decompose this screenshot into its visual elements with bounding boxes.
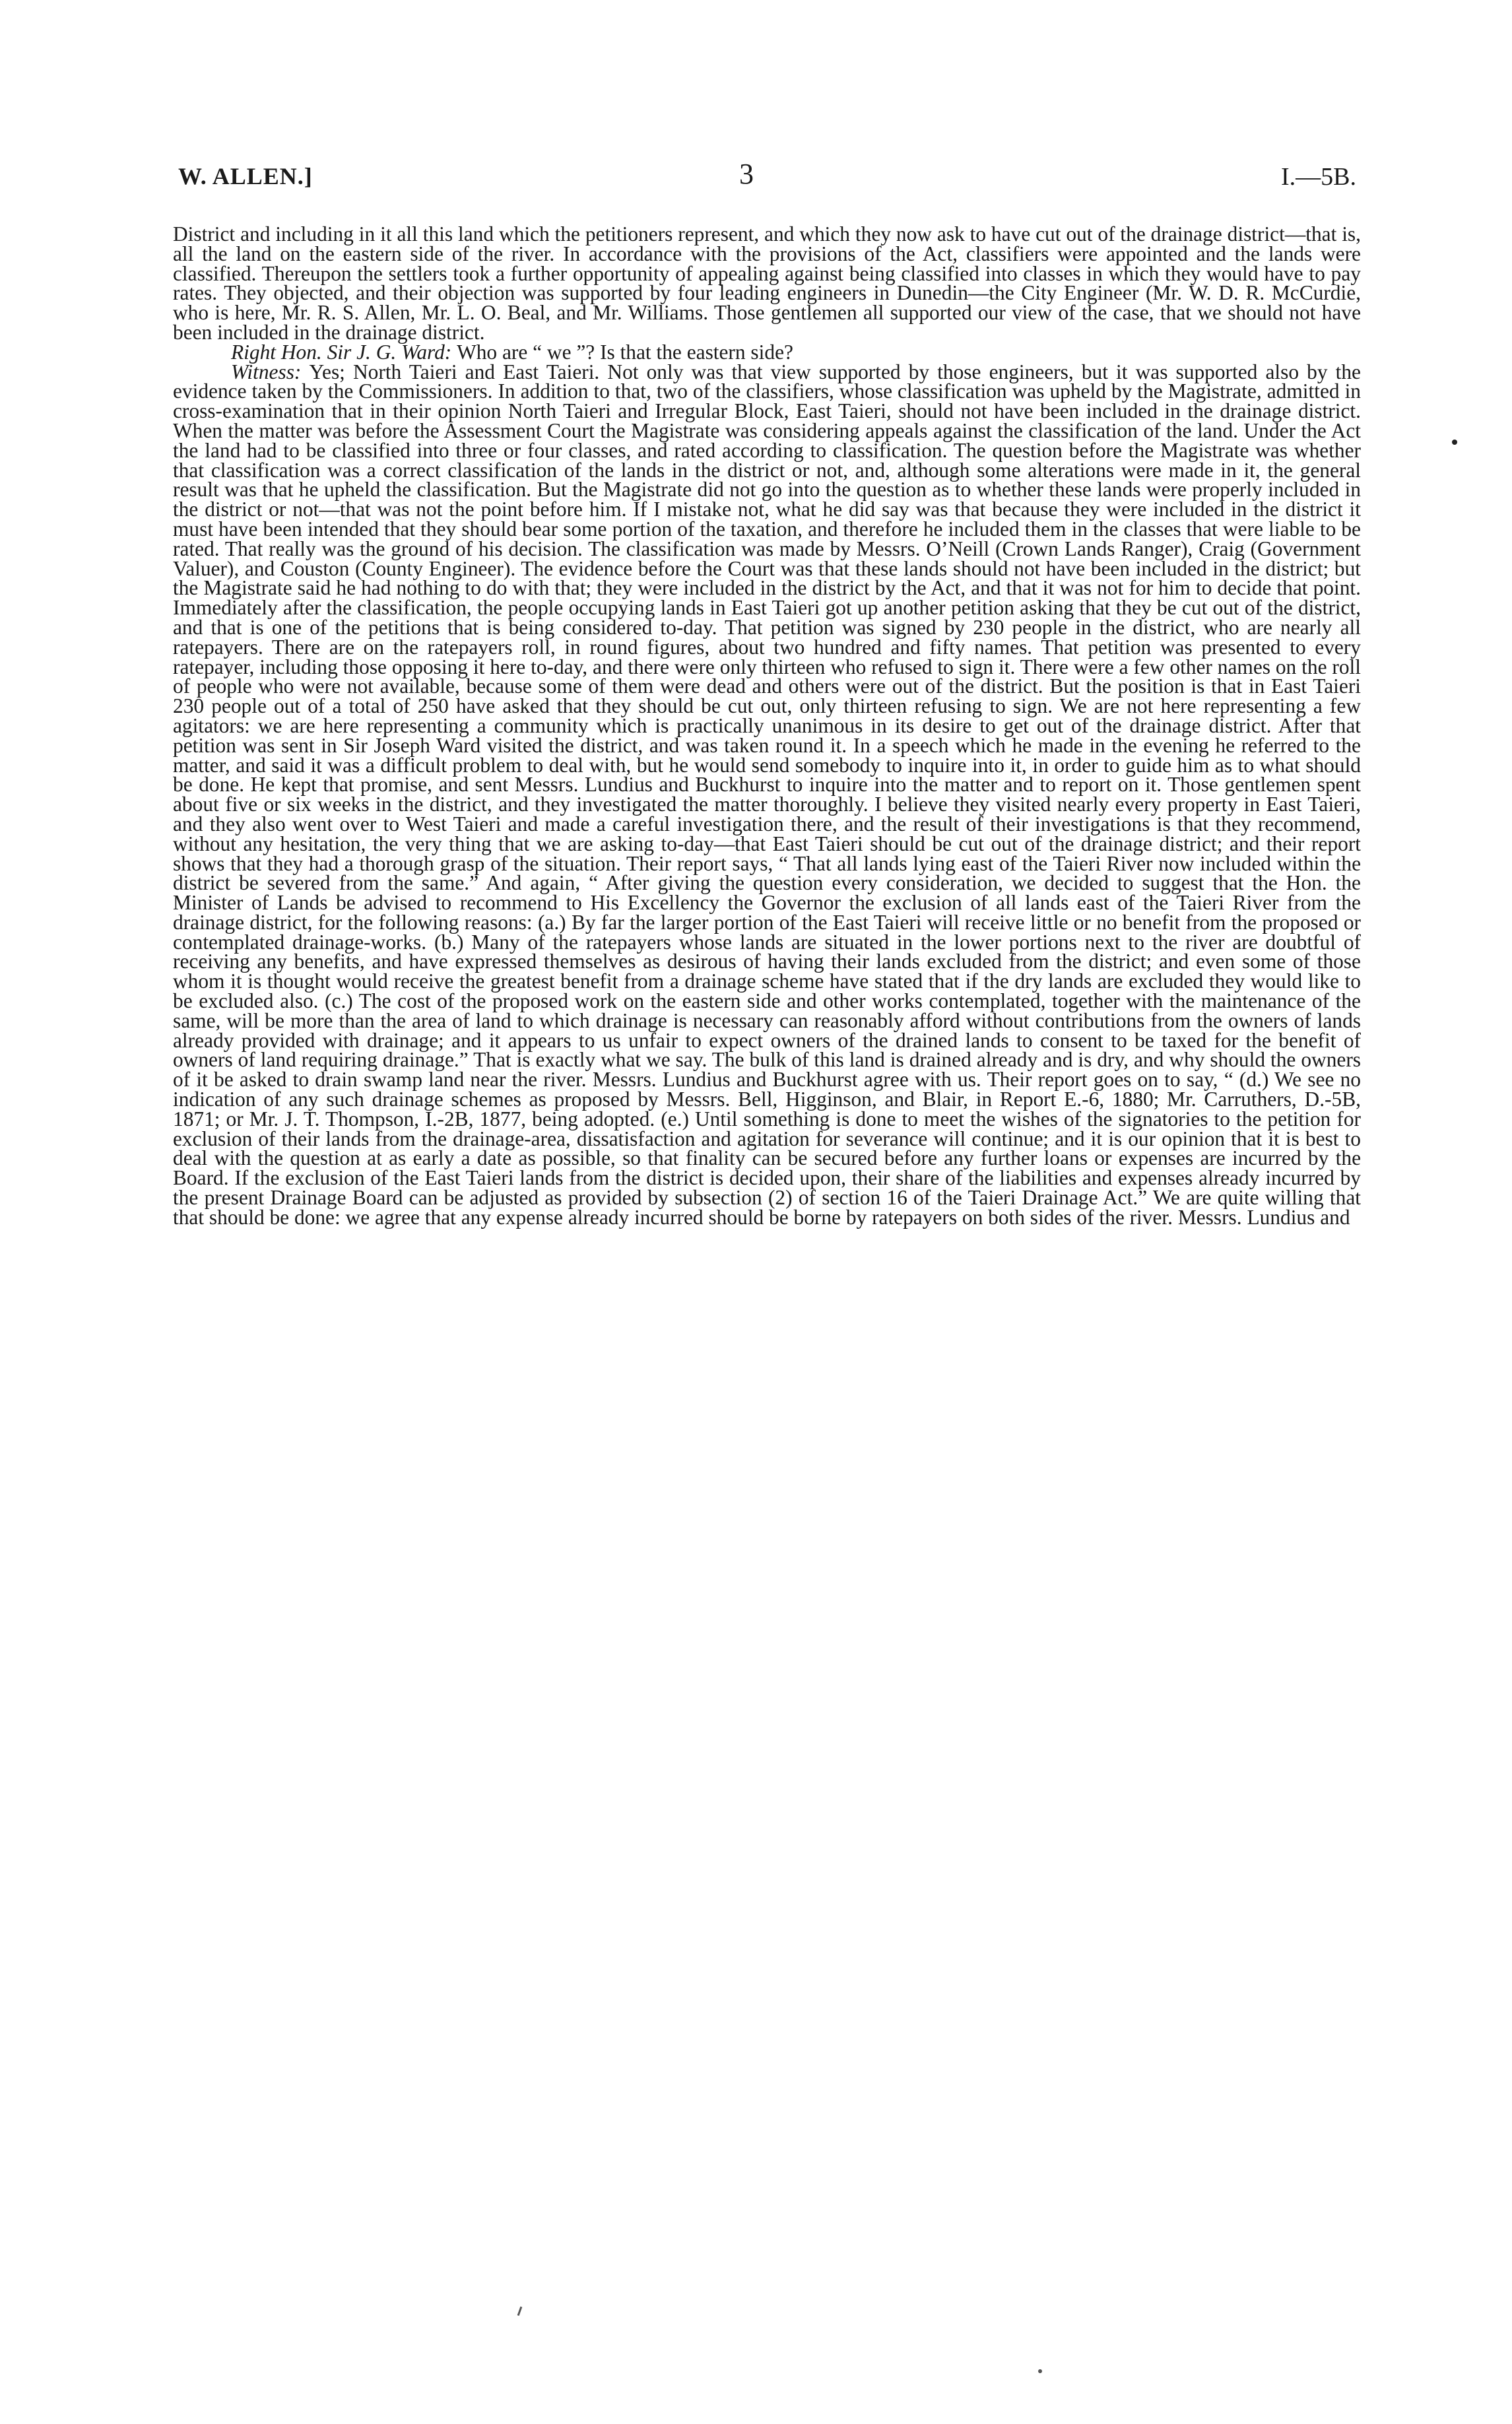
paragraph-text: Who are “ we ”? Is that the eastern side? bbox=[457, 340, 793, 364]
document-body bbox=[173, 224, 1361, 1228]
scan-speck bbox=[1038, 2369, 1042, 2373]
paragraph-continuation bbox=[173, 224, 1361, 343]
scan-speck bbox=[517, 2307, 523, 2316]
page-header bbox=[178, 157, 1356, 197]
speaker-name: Right Hon. Sir J. G. Ward: bbox=[231, 340, 457, 364]
page-number: 3 bbox=[739, 158, 754, 190]
witness-header: W. ALLEN.] bbox=[178, 163, 313, 189]
paragraph-text: District and including in it all this land which the petitioners represent, and which they now ask to have cut out of the drainage district—that is, all the land on the eastern side of the river. In accordance with the provisions of the Act, classifiers were appointed and the lands were classified. Thereupon the settlers took a further opportunity of appealing against being classified into classes in which they would have to pay rates. They objected, and their objection was supported by four leading engineers in Dunedin—the City Engineer (Mr. W. D. R. McCurdie, who is here, Mr. R. S. Allen, Mr. L. O. Beal, and Mr. Williams. Those gentlemen all supported our view of the case, that we should not have been included in the drainage district. bbox=[173, 222, 1361, 344]
margin-dot bbox=[1452, 440, 1457, 445]
paper-reference: I.—5B. bbox=[1281, 163, 1356, 191]
speaker-name: Witness: bbox=[231, 360, 310, 383]
paragraph-question bbox=[173, 340, 1361, 364]
paragraph-answer bbox=[173, 362, 1361, 1228]
paragraph-text: Yes; North Taieri and East Taieri. Not only was that view supported by those engineers, but it was supported also by the evidence taken by the Commissioners. In addition to that, two of the classifiers, whose classification was upheld by the Magistrate, admitted in cross-examination that in their opinion North Taieri and Irregular Block, East Taieri, should not have been included in the drainage district. When the matter was before the Assessment Court the Magistrate was considering appeals against the classification of the land. Under the Act the land had to be classified into three or four classes, and rated according to classification. The question before the Magistrate was whether that classification was a correct classification of the lands in the district or not, and, although some alterations were made in it, the general result was that he upheld the classification. But the Magistrate did not go into the question as to whether these lands were properly included in the district or not—that was not the point before him. If I mistake not, what he did say was that because they were included in the district it must have been intended that they should bear some portion of the taxation, and therefore he included them in the classes that were liable to be rated. That really was the ground of his decision. The classification was made by Messrs. O’Neill (Crown Lands Ranger), Craig (Government Valuer), and Couston (County Engineer). The evidence before the Court was that these lands should not have been included in the district; but the Magistrate said he had nothing to do with that; they were included in the district by the Act, and that it was not for him to decide that point. Immediately after the classification, the people occupying lands in East Taieri got up another petition asking that they be cut out of the district, and that is one of the petitions that is being considered to-day. That petition was signed by 230 people in the district, who are nearly all ratepayers. There are on the ratepayers roll, in round figures, about two hundred and fifty names. That petition was presented to every ratepayer, including those opposing it here to-day, and there were only thirteen who refused to sign it. There were a few other names on the roll of people who were not available, because some of them were dead and others were out of the district. But the position is that in East Taieri 230 people out of a total of 250 have asked that they should be cut out, only thirteen refusing to sign. We are not here representing a few agitators: we are here representing a community which is practically unanimous in its desire to get out of the drainage district. After that petition was sent in Sir Joseph Ward visited the district, and was taken round it. In a speech which he made in the evening he referred to the matter, and said it was a difficult problem to deal with, but he would send somebody to inquire into it, in order to guide him as to what should be done. He kept that promise, and sent Messrs. Lundius and Buckhurst to inquire into the matter and to report on it. Those gentlemen spent about five or six weeks in the district, and they investigated the matter thoroughly. I believe they visited nearly every property in East Taieri, and they also went over to West Taieri and made a careful investigation there, and the result of their investigations is that they recommend, without any hesitation, the very thing that we are asking to-day—that East Taieri should be cut out of the drainage district; and their report shows that they had a thorough grasp of the situation. Their report says, “ That all lands lying east of the Taieri River now included within the district be severed from the same.” And again, “ After giving the question every consideration, we decided to suggest that the Hon. the Minister of Lands be advised to recommend to His Excellency the Governor the exclusion of all lands east of the Taieri River from the drainage district, for the following reasons: (a.) By far the larger portion of the East Taieri will receive little or no benefit from the proposed or contemplated drainage-works. (b.) Many of the ratepayers whose lands are situated in the lower portions next to the river are doubtful of receiving any benefits, and have expressed themselves as desirous of having their lands excluded from the district; and even some of those whom it is thought would receive the greatest benefit from a drainage scheme have stated that if the dry lands are excluded they would like to be excluded also. (c.) The cost of the proposed work on the eastern side and other works contemplated, together with the maintenance of the same, will be more than the area of land to which drainage is necessary can reasonably afford without contributions from the owners of lands already provided with drainage; and it appears to us unfair to expect owners of the drained lands to consent to be taxed for the benefit of owners of land requiring drainage.” That is exactly what we say. The bulk of this land is drained already and is dry, and why should the owners of it be asked to drain swamp land near the river. Messrs. Lundius and Buckhurst agree with us. Their report goes on to say, “ (d.) We see no indication of any such drainage schemes as proposed by Messrs. Bell, Higginson, and Blair, in Report E.-6, 1880; Mr. Carruthers, D.-5B, 1871; or Mr. J. T. Thompson, I.-2B, 1877, being adopted. (e.) Until something is done to meet the wishes of the signatories to the petition for exclusion of their lands from the drainage-area, dissatisfaction and agitation for severance will continue; and it is our opinion that it is best to deal with the question at as early a date as possible, so that finality can be secured before any further loans or expenses are incurred by the Board. If the exclusion of the East Taieri lands from the district is decided upon, their share of the liabilities and expenses already incurred by the present Drainage Board can be adjusted as provided by subsection (2) of section 16 of the Taieri Drainage Act.” We are quite willing that that should be done: we agree that any expense already incurred should be borne by ratepayers on both sides of the river. Messrs. Lundius and bbox=[173, 360, 1361, 1229]
